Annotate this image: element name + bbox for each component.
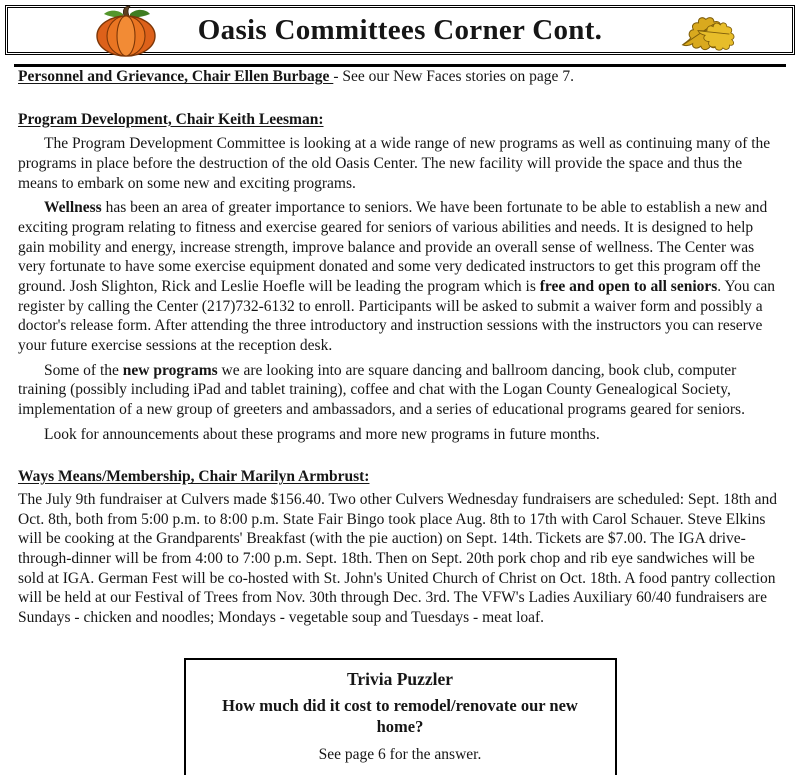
trivia-question: How much did it cost to remodel/renovate our new home? [222, 696, 578, 736]
autumn-leaves-icon [676, 11, 740, 53]
personnel-note: - See our New Faces stories on page 7. [333, 68, 574, 85]
free-and-open-bold-text: free and open to all seniors [539, 278, 718, 296]
new-programs-bold-text: new programs [122, 361, 218, 379]
program-development-para-2 [18, 198, 782, 355]
program-development-para-3-text-1: Some of the [44, 361, 123, 379]
program-development-para-3 [18, 361, 782, 420]
program-development-para-1: The Program Development Committee is looking at a wide range of new programs as well as continuing many of the programs in place before the destruction of the old Oasis Center. The new facility will provide the space and thus the means to embark on some new and exciting programs. [18, 135, 771, 192]
page-title: Oasis Committees Corner Cont. [197, 13, 603, 46]
pumpkin-icon [94, 4, 158, 58]
trivia-answer-note: See page 6 for the answer. [318, 745, 482, 763]
ways-means-para-1: The July 9th fundraiser at Culvers made $156.40. Two other Culvers Wednesday fundraisers are scheduled: Sept. 18th and Oct. 8th, both from 5:00 p.m. to 8:00 p.m. State Fair Bingo took place Aug. 8th to 17th with Carol Schauer. Steve Elkins will be cooking at the Grandparents' Breakfast (with the pie auction) on Sept. 14th. Tickets are $7.00. The IGA drive-through-dinner will be from 4:00 to 7:00 p.m. Sept. 18th. Then on Sept. 20th pork chop and rib eye sandwiches will be sold at IGA. German Fest will be co-hosted with St. John's United Church of Christ on Oct. 18th. A food pantry collection will be held at our Festival of Trees from Nov. 30th through Dec. 3rd. The VFW's Ladies Auxiliary 60/40 fundraisers are Sundays - chicken and noodles; Mondays - vegetable soup and Tuesdays - meat loaf. [18, 491, 778, 627]
ways-means-heading: Ways Means/Membership, Chair Marilyn Armbrust: [18, 468, 370, 486]
page-header [5, 5, 795, 55]
program-development-para-2-text-1: has been an area of greater importance to seniors. We have been fortunate to be able to establish a new and exciting program relating to fitness and exercise geared for seniors of various abilities and needs. It is designed to help gain mobility and energy, increase strength, improve balance and provide an overall sense of wellness. The Center was very fortunate to have some exercise equipment donated and some very dedicated instructors to get this program off the ground. Josh Slighton, Rick and Leslie Hoefle will be leading the program which is [18, 199, 768, 296]
trivia-title: Trivia Puzzler [346, 668, 454, 689]
program-development-para-3-text-2: we are looking into are square dancing and ballroom dancing, book club, computer training (possibly including iPad and tablet training), coffee and chat with the Logan County Genealogical Society, implementation of a new group of greeters and ambassadors, and a series of educational programs geared for seniors. [18, 361, 745, 419]
article-body [0, 67, 800, 775]
personnel-heading: Personnel and Grievance, Chair Ellen Burbage [18, 68, 334, 85]
wellness-bold-text: Wellness [44, 199, 102, 217]
trivia-puzzler-box [184, 658, 617, 775]
program-development-heading: Program Development, Chair Keith Leesman: [18, 110, 324, 128]
program-development-para-2-text-2: . You can register by calling the Center (217)732-6132 to enroll. Participants will be asked to submit a waiver form and possibly a doctor's release form. After attending the three introductory and instruction sessions with the instructors you can reserve your future exercise sessions at the reception desk. [18, 278, 775, 355]
program-development-para-4: Look for announcements about these programs and more new programs in future months. [44, 425, 600, 443]
personnel-section [18, 67, 782, 87]
